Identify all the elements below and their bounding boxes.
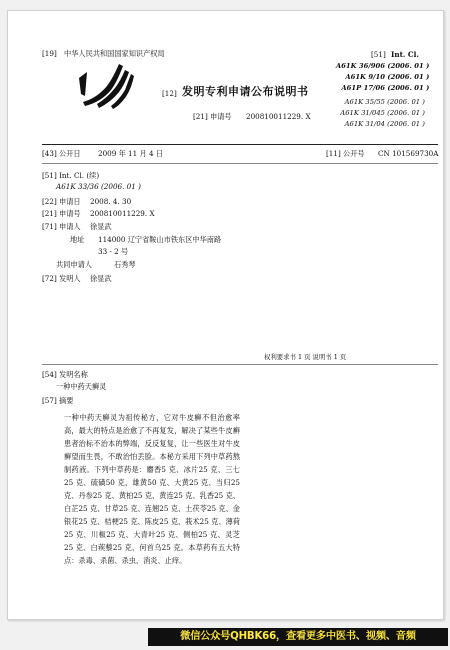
- address-line-2: 33 - 2 号: [98, 247, 129, 256]
- applicant-label: [71] 申请人: [42, 222, 81, 231]
- app-no-label-2: [21] 申请号: [42, 209, 81, 218]
- pub-no: CN 101569730A: [378, 149, 439, 158]
- filing-date-label: [22] 申请日: [42, 197, 81, 206]
- class-row: [330, 83, 429, 94]
- invention-title: 一种中药天癣灵: [56, 382, 107, 391]
- intcl-code: [51]: [371, 50, 386, 59]
- intcl-cont-label: [51] Int. Cl. (续): [42, 171, 100, 180]
- header-rule: [42, 144, 438, 145]
- doc-code: [12]: [162, 89, 177, 98]
- class-row: [330, 61, 429, 72]
- class-version: (2006. 01 ): [387, 84, 430, 92]
- inventor-label: [72] 发明人: [42, 274, 81, 283]
- app-no: 200810011229. X: [246, 112, 311, 121]
- class-row: [330, 97, 425, 108]
- intcl-cont-class: A61K 33/36 (2006. 01 ): [56, 182, 141, 191]
- sipo-logo: [77, 58, 137, 110]
- inventor: 徐显武: [90, 274, 112, 283]
- patent-page: [7, 10, 444, 620]
- summary-rule: [42, 364, 438, 365]
- class-row: [330, 119, 425, 130]
- class-version: (2006. 01 ): [387, 73, 430, 81]
- title-label: [54] 发明名称: [42, 370, 88, 379]
- pub-no-label: [11] 公开号: [326, 149, 365, 158]
- intcl-label: Int. Cl.: [391, 50, 419, 59]
- abstract-label: [57] 摘要: [42, 396, 74, 405]
- class-code: A61K 36/906: [335, 62, 385, 70]
- abstract-text: 一种中药天癣灵为祖传秘方，它对牛皮癣不但治愈率高，最大的特点是治愈了不再复发，解决了某些牛皮癣患者治标不治本的弊端，反反复复，让一些医生对牛皮癣望而生畏，不敢治怕丢脸。本秘方采用下列中草药熬制药液。下列中草药是：麝香5 克、冰片25 克、三七25 克、硫磺50 克、雄黄50 克、大黄25 克、当归25 克、丹参25 克、黄柏25 克、黄连25 克、乳香25 克、白芷25 克、甘草25 克、连翘25 克、土茯苓25 克、金银花25 克、桔梗25 克、陈皮25 克、莪术25 克、薄荷25 克、川椒25 克、大青叶25 克、侧柏25 克、灵芝25 克、白蒺藜25 克、何首乌25 克。本草药有五大特点：杀毒、杀菌、杀虫、消炎、止痒。: [64, 413, 240, 565]
- address-line-1: 114000 辽宁省鞍山市铁东区中华南路: [98, 235, 222, 244]
- pub-date-label: [43] 公开日: [42, 149, 81, 158]
- office-code: [19]: [42, 49, 57, 58]
- class-code: A61K 35/55: [344, 98, 385, 106]
- co-applicant: 石秀琴: [114, 260, 136, 269]
- class-version: (2006. 01 ): [387, 120, 425, 128]
- applicant: 徐显武: [90, 222, 112, 231]
- doc-title: 发明专利申请公布说明书: [182, 85, 309, 98]
- class-version: (2006. 01 ): [387, 62, 430, 70]
- address-label: 地址: [70, 235, 85, 244]
- class-code: A61P 17/06: [341, 84, 385, 92]
- wechat-banner: 微信公众号QHBK66，查看更多中医书、视频、音频: [148, 628, 448, 646]
- class-version: (2006. 01 ): [387, 98, 425, 106]
- pub-rule: [42, 163, 438, 164]
- office-name: 中华人民共和国国家知识产权局: [64, 49, 165, 58]
- app-no-2: 200810011229. X: [90, 209, 155, 218]
- class-row: [330, 72, 429, 83]
- app-no-label: [21] 申请号: [193, 112, 232, 121]
- class-code: A61K 31/04: [344, 120, 385, 128]
- class-code: A61K 31/045: [340, 109, 385, 117]
- pages-summary: 权利要求书 1 页 说明书 1 页: [264, 353, 347, 361]
- class-version: (2006. 01 ): [387, 109, 425, 117]
- co-applicant-label: 共同申请人: [56, 260, 92, 269]
- pub-date: 2009 年 11 月 4 日: [98, 149, 163, 158]
- filing-date: 2008. 4. 30: [90, 197, 132, 206]
- class-row: [330, 108, 425, 119]
- class-code: A61K 9/10: [345, 73, 385, 81]
